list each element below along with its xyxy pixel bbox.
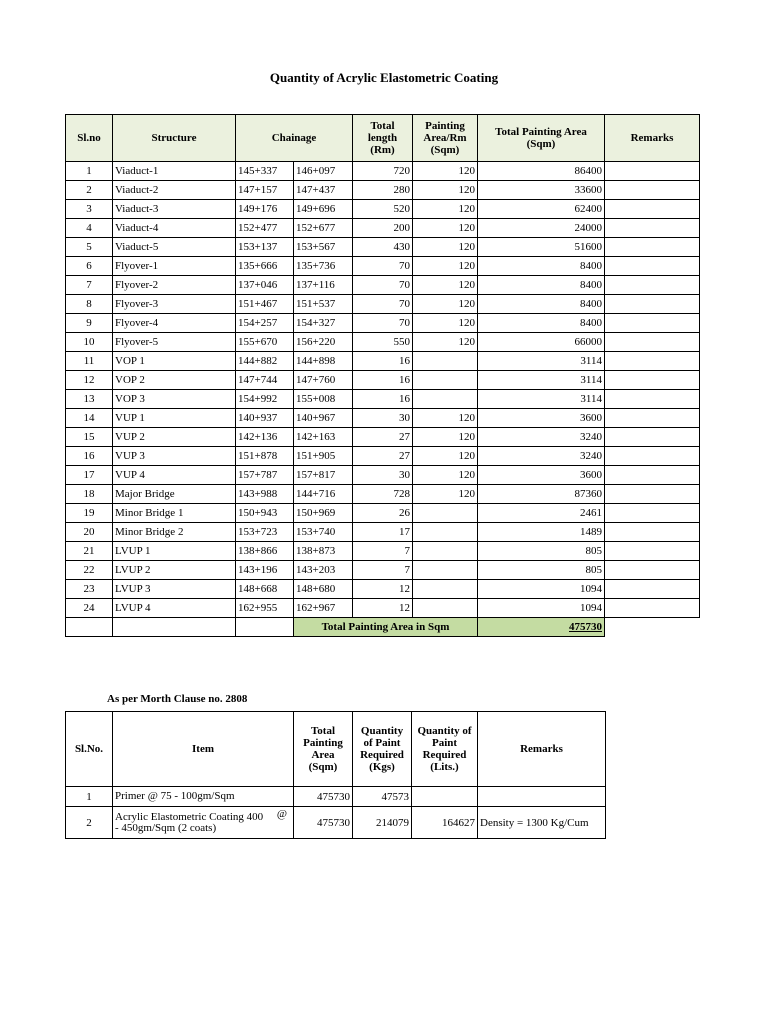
cell-structure: Viaduct-3 [113, 200, 236, 219]
cell-slno: 13 [66, 390, 113, 409]
cell-chainage-to: 144+898 [294, 352, 353, 371]
table-row [66, 295, 700, 314]
cell-chainage-from: 144+882 [236, 352, 294, 371]
table-header-row [66, 712, 606, 787]
cell-chainage-from: 151+878 [236, 447, 294, 466]
cell-chainage-from: 148+668 [236, 580, 294, 599]
cell-remarks: Density = 1300 Kg/Cum [478, 807, 606, 839]
total-empty-cell [236, 618, 294, 637]
cell-slno: 10 [66, 333, 113, 352]
cell-total-painting-area: 805 [478, 561, 605, 580]
cell-total-length: 720 [353, 162, 413, 181]
table-row [66, 276, 700, 295]
header-total-painting-area: Total Painting Area (Sqm) [294, 712, 353, 787]
cell-remarks [605, 162, 700, 181]
total-empty-cell [66, 618, 113, 637]
cell-total-painting-area: 1094 [478, 580, 605, 599]
cell-remarks [605, 314, 700, 333]
cell-total-length: 17 [353, 523, 413, 542]
cell-total-painting-area: 8400 [478, 276, 605, 295]
cell-total-painting-area: 33600 [478, 181, 605, 200]
table-row [66, 466, 700, 485]
cell-chainage-to: 152+677 [294, 219, 353, 238]
cell-total-length: 200 [353, 219, 413, 238]
cell-structure: LVUP 2 [113, 561, 236, 580]
cell-total-length: 728 [353, 485, 413, 504]
cell-painting-area-rm: 120 [413, 219, 478, 238]
cell-total-painting-area: 3240 [478, 447, 605, 466]
cell-qty-kgs: 214079 [353, 807, 412, 839]
cell-slno: 1 [66, 787, 113, 807]
header-remarks: Remarks [478, 712, 606, 787]
cell-item [113, 807, 294, 839]
cell-remarks [605, 428, 700, 447]
cell-painting-area-rm: 120 [413, 181, 478, 200]
cell-painting-area-rm: 120 [413, 257, 478, 276]
cell-chainage-to: 151+905 [294, 447, 353, 466]
cell-chainage-from: 153+137 [236, 238, 294, 257]
header-total-length: Total length (Rm) [353, 115, 413, 162]
cell-chainage-from: 153+723 [236, 523, 294, 542]
cell-structure: Flyover-2 [113, 276, 236, 295]
cell-chainage-from: 143+196 [236, 561, 294, 580]
cell-total-length: 27 [353, 447, 413, 466]
table-row [66, 390, 700, 409]
cell-remarks [605, 409, 700, 428]
cell-total-length: 520 [353, 200, 413, 219]
header-qty-kgs: Quantity of Paint Required (Kgs) [353, 712, 412, 787]
cell-structure: Viaduct-2 [113, 181, 236, 200]
cell-remarks [605, 466, 700, 485]
cell-chainage-from: 157+787 [236, 466, 294, 485]
cell-chainage-from: 140+937 [236, 409, 294, 428]
cell-chainage-from: 151+467 [236, 295, 294, 314]
cell-remarks [605, 352, 700, 371]
cell-remarks [605, 238, 700, 257]
cell-chainage-from: 137+046 [236, 276, 294, 295]
cell-painting-area-rm: 120 [413, 314, 478, 333]
cell-painting-area-rm [413, 352, 478, 371]
header-slno: Sl.No. [66, 712, 113, 787]
cell-painting-area-rm: 120 [413, 428, 478, 447]
cell-chainage-to: 153+567 [294, 238, 353, 257]
cell-total-painting-area: 475730 [294, 787, 353, 807]
cell-structure: VUP 1 [113, 409, 236, 428]
cell-painting-area-rm: 120 [413, 200, 478, 219]
cell-total-painting-area: 8400 [478, 257, 605, 276]
cell-painting-area-rm [413, 542, 478, 561]
cell-structure: Viaduct-5 [113, 238, 236, 257]
cell-painting-area-rm [413, 580, 478, 599]
cell-chainage-to: 148+680 [294, 580, 353, 599]
cell-structure: Flyover-4 [113, 314, 236, 333]
cell-remarks [605, 504, 700, 523]
cell-structure: Flyover-3 [113, 295, 236, 314]
cell-remarks [605, 257, 700, 276]
cell-chainage-to: 150+969 [294, 504, 353, 523]
cell-slno: 9 [66, 314, 113, 333]
cell-structure: Flyover-5 [113, 333, 236, 352]
cell-painting-area-rm: 120 [413, 295, 478, 314]
cell-chainage-from: 138+866 [236, 542, 294, 561]
cell-slno: 2 [66, 181, 113, 200]
cell-total-painting-area: 3114 [478, 390, 605, 409]
table-row [66, 807, 606, 839]
cell-remarks [605, 181, 700, 200]
cell-painting-area-rm: 120 [413, 276, 478, 295]
cell-chainage-from: 142+136 [236, 428, 294, 447]
cell-remarks [605, 599, 700, 618]
cell-chainage-to: 157+817 [294, 466, 353, 485]
table-row [66, 409, 700, 428]
cell-total-painting-area: 1489 [478, 523, 605, 542]
cell-total-painting-area: 51600 [478, 238, 605, 257]
cell-remarks [605, 542, 700, 561]
cell-painting-area-rm: 120 [413, 466, 478, 485]
cell-slno: 5 [66, 238, 113, 257]
table-row [66, 428, 700, 447]
header-structure: Structure [113, 115, 236, 162]
cell-total-painting-area: 8400 [478, 295, 605, 314]
total-label: Total Painting Area in Sqm [294, 618, 478, 637]
cell-total-length: 30 [353, 466, 413, 485]
header-qty-lits: Quantity of Paint Required (Lits.) [412, 712, 478, 787]
cell-slno: 2 [66, 807, 113, 839]
cell-remarks [478, 787, 606, 807]
cell-qty-lits [412, 787, 478, 807]
cell-chainage-to: 153+740 [294, 523, 353, 542]
table-row [66, 447, 700, 466]
cell-structure: Viaduct-1 [113, 162, 236, 181]
cell-painting-area-rm: 120 [413, 409, 478, 428]
table-row [66, 504, 700, 523]
cell-chainage-to: 147+760 [294, 371, 353, 390]
cell-slno: 3 [66, 200, 113, 219]
cell-chainage-to: 147+437 [294, 181, 353, 200]
cell-total-length: 550 [353, 333, 413, 352]
cell-total-painting-area: 3114 [478, 371, 605, 390]
table-row [66, 523, 700, 542]
cell-total-painting-area: 66000 [478, 333, 605, 352]
cell-slno: 20 [66, 523, 113, 542]
cell-total-painting-area: 475730 [294, 807, 353, 839]
cell-remarks [605, 485, 700, 504]
cell-slno: 4 [66, 219, 113, 238]
cell-slno: 1 [66, 162, 113, 181]
cell-structure: VUP 4 [113, 466, 236, 485]
cell-remarks [605, 333, 700, 352]
cell-slno: 17 [66, 466, 113, 485]
cell-chainage-to: 135+736 [294, 257, 353, 276]
cell-chainage-to: 143+203 [294, 561, 353, 580]
cell-structure: Viaduct-4 [113, 219, 236, 238]
table-row [66, 599, 700, 618]
cell-slno: 12 [66, 371, 113, 390]
table-row [66, 333, 700, 352]
coating-quantity-table [65, 114, 700, 637]
cell-remarks [605, 390, 700, 409]
cell-painting-area-rm [413, 599, 478, 618]
cell-total-length: 7 [353, 561, 413, 580]
cell-structure: Minor Bridge 2 [113, 523, 236, 542]
cell-total-painting-area: 24000 [478, 219, 605, 238]
cell-total-length: 12 [353, 599, 413, 618]
cell-qty-lits: 164627 [412, 807, 478, 839]
table-row [66, 238, 700, 257]
cell-chainage-from: 155+670 [236, 333, 294, 352]
cell-total-length: 12 [353, 580, 413, 599]
cell-structure: VOP 3 [113, 390, 236, 409]
cell-total-length: 430 [353, 238, 413, 257]
cell-total-painting-area: 3600 [478, 466, 605, 485]
cell-remarks [605, 561, 700, 580]
cell-remarks [605, 200, 700, 219]
cell-chainage-to: 138+873 [294, 542, 353, 561]
cell-total-painting-area: 805 [478, 542, 605, 561]
cell-painting-area-rm: 120 [413, 333, 478, 352]
cell-structure: VUP 3 [113, 447, 236, 466]
cell-slno: 8 [66, 295, 113, 314]
cell-chainage-to: 156+220 [294, 333, 353, 352]
cell-total-length: 16 [353, 371, 413, 390]
cell-slno: 14 [66, 409, 113, 428]
cell-total-length: 70 [353, 276, 413, 295]
cell-painting-area-rm [413, 561, 478, 580]
cell-chainage-to: 149+696 [294, 200, 353, 219]
cell-painting-area-rm [413, 523, 478, 542]
cell-structure: Major Bridge [113, 485, 236, 504]
cell-total-painting-area: 62400 [478, 200, 605, 219]
paint-requirement-table [65, 711, 606, 839]
morth-clause-note: As per Morth Clause no. 2808 [107, 693, 248, 705]
cell-chainage-from: 145+337 [236, 162, 294, 181]
cell-painting-area-rm: 120 [413, 485, 478, 504]
cell-total-painting-area: 3114 [478, 352, 605, 371]
cell-qty-kgs: 47573 [353, 787, 412, 807]
cell-total-painting-area: 2461 [478, 504, 605, 523]
cell-slno: 15 [66, 428, 113, 447]
cell-slno: 24 [66, 599, 113, 618]
cell-chainage-to: 137+116 [294, 276, 353, 295]
cell-total-painting-area: 1094 [478, 599, 605, 618]
cell-painting-area-rm: 120 [413, 162, 478, 181]
cell-total-length: 16 [353, 390, 413, 409]
cell-total-length: 70 [353, 295, 413, 314]
cell-remarks [605, 219, 700, 238]
cell-painting-area-rm: 120 [413, 447, 478, 466]
cell-structure: VUP 2 [113, 428, 236, 447]
cell-slno: 18 [66, 485, 113, 504]
cell-chainage-from: 152+477 [236, 219, 294, 238]
cell-chainage-to: 142+163 [294, 428, 353, 447]
cell-painting-area-rm: 120 [413, 238, 478, 257]
header-remarks: Remarks [605, 115, 700, 162]
cell-slno: 23 [66, 580, 113, 599]
cell-chainage-from: 147+157 [236, 181, 294, 200]
cell-total-length: 16 [353, 352, 413, 371]
cell-chainage-from: 154+992 [236, 390, 294, 409]
cell-slno: 22 [66, 561, 113, 580]
cell-chainage-to: 162+967 [294, 599, 353, 618]
page-title: Quantity of Acrylic Elastometric Coating [269, 70, 499, 85]
table-row [66, 787, 606, 807]
table-row [66, 561, 700, 580]
cell-total-painting-area: 8400 [478, 314, 605, 333]
cell-slno: 11 [66, 352, 113, 371]
cell-slno: 6 [66, 257, 113, 276]
cell-total-length: 70 [353, 314, 413, 333]
cell-chainage-from: 150+943 [236, 504, 294, 523]
table-row [66, 257, 700, 276]
cell-remarks [605, 371, 700, 390]
total-row [66, 618, 700, 637]
item-at-sign: @ [276, 808, 287, 820]
cell-chainage-from: 147+744 [236, 371, 294, 390]
cell-chainage-to: 144+716 [294, 485, 353, 504]
item-text: Primer @ 75 - 100gm/Sqm [115, 790, 235, 802]
table-row [66, 219, 700, 238]
cell-structure: LVUP 1 [113, 542, 236, 561]
cell-total-painting-area: 86400 [478, 162, 605, 181]
table-row [66, 352, 700, 371]
cell-chainage-from: 149+176 [236, 200, 294, 219]
cell-remarks [605, 523, 700, 542]
cell-chainage-to: 146+097 [294, 162, 353, 181]
table-header-row [66, 115, 700, 162]
cell-remarks [605, 447, 700, 466]
cell-total-length: 280 [353, 181, 413, 200]
total-empty-cell [113, 618, 236, 637]
table-row [66, 485, 700, 504]
cell-chainage-to: 155+008 [294, 390, 353, 409]
cell-structure: Minor Bridge 1 [113, 504, 236, 523]
table-row [66, 181, 700, 200]
cell-chainage-to: 154+327 [294, 314, 353, 333]
cell-chainage-from: 135+666 [236, 257, 294, 276]
header-total-painting-area: Total Painting Area (Sqm) [478, 115, 605, 162]
cell-total-painting-area: 87360 [478, 485, 605, 504]
cell-structure: VOP 1 [113, 352, 236, 371]
cell-painting-area-rm [413, 371, 478, 390]
cell-slno: 7 [66, 276, 113, 295]
cell-total-length: 27 [353, 428, 413, 447]
cell-total-length: 30 [353, 409, 413, 428]
cell-total-length: 7 [353, 542, 413, 561]
total-value: 475730 [478, 618, 605, 637]
cell-chainage-from: 162+955 [236, 599, 294, 618]
header-item: Item [113, 712, 294, 787]
cell-chainage-from: 154+257 [236, 314, 294, 333]
cell-structure: Flyover-1 [113, 257, 236, 276]
cell-structure: VOP 2 [113, 371, 236, 390]
item-text: Acrylic Elastometric Coating 400 - 450gm/Sqm (2 coats) [115, 810, 264, 834]
table-row [66, 200, 700, 219]
header-chainage: Chainage [236, 115, 353, 162]
cell-chainage-to: 140+967 [294, 409, 353, 428]
table-row [66, 542, 700, 561]
cell-total-painting-area: 3600 [478, 409, 605, 428]
cell-structure: LVUP 3 [113, 580, 236, 599]
cell-chainage-to: 151+537 [294, 295, 353, 314]
cell-remarks [605, 276, 700, 295]
cell-item [113, 787, 294, 807]
cell-slno: 19 [66, 504, 113, 523]
cell-total-length: 26 [353, 504, 413, 523]
cell-remarks [605, 295, 700, 314]
header-slno: Sl.no [66, 115, 113, 162]
cell-total-length: 70 [353, 257, 413, 276]
cell-painting-area-rm [413, 390, 478, 409]
cell-chainage-from: 143+988 [236, 485, 294, 504]
table-row [66, 580, 700, 599]
table-row [66, 371, 700, 390]
table-row [66, 162, 700, 181]
cell-slno: 21 [66, 542, 113, 561]
cell-structure: LVUP 4 [113, 599, 236, 618]
cell-total-painting-area: 3240 [478, 428, 605, 447]
cell-painting-area-rm [413, 504, 478, 523]
cell-slno: 16 [66, 447, 113, 466]
cell-remarks [605, 580, 700, 599]
header-painting-area-rm: Painting Area/Rm (Sqm) [413, 115, 478, 162]
table-row [66, 314, 700, 333]
